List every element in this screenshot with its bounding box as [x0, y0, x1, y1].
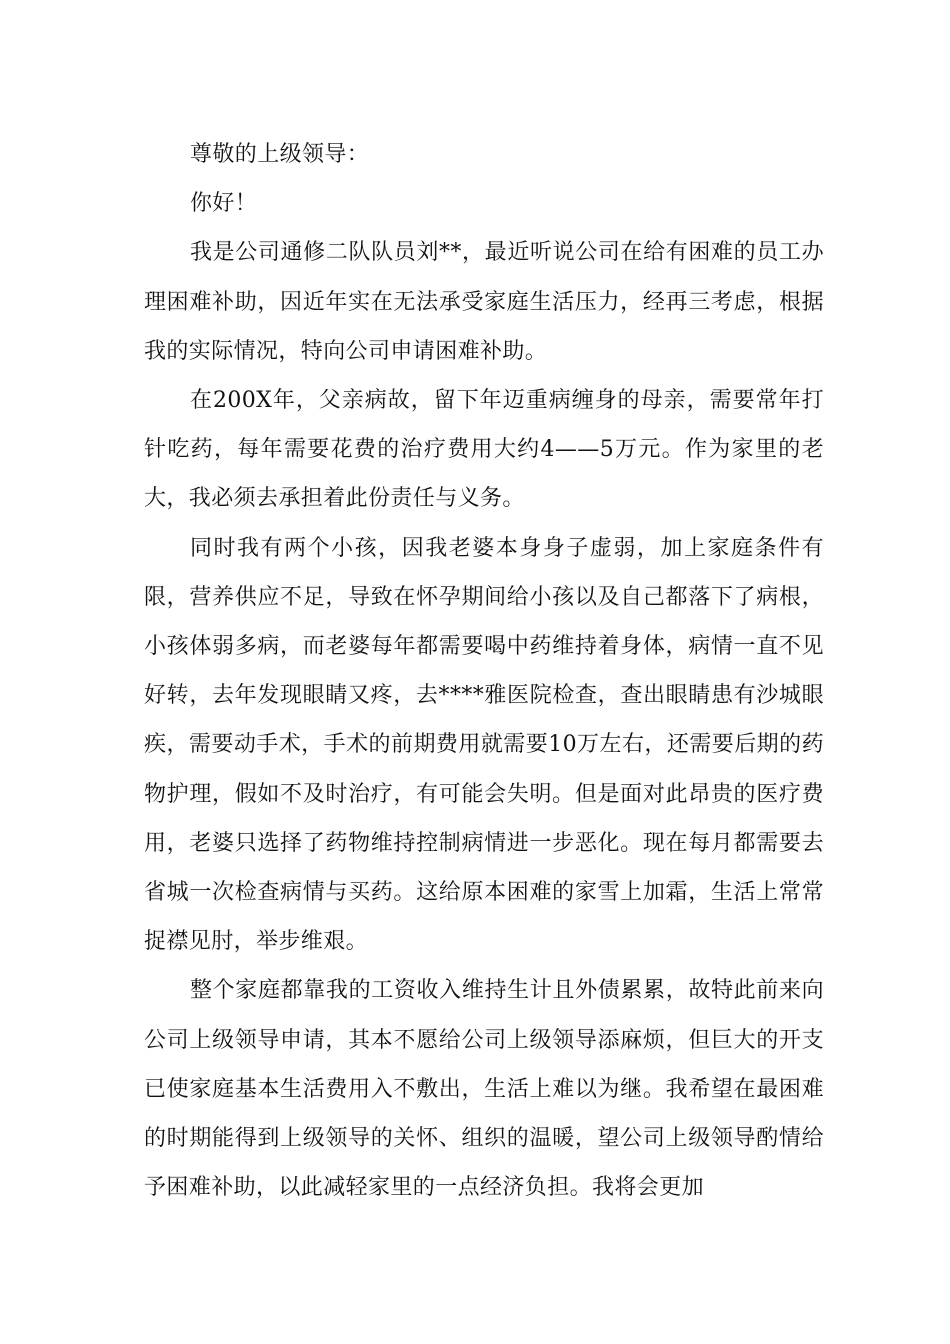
greeting: 你好！ — [190, 191, 258, 217]
paragraph-request: 整个家庭都靠我的工资收入维持生计且外债累累，故特此前来向公司上级领导申请，其本不愿给公司上级领导添麻烦，但巨大的开支已使家庭基本生活费用入不敷出，生活上难以为继。我希望在最困难的时期能得到上级领导的关怀、组织的温暖，望公司上级领导酌情给予困难补助，以此减轻家里的一点经济负担。我将会更加 — [144, 978, 824, 1201]
salutation: 尊敬的上级领导： — [190, 142, 370, 167]
paragraph-family-health: 同时我有两个小孩，因我老婆本身身子虚弱，加上家庭条件有限，营养供应不足，导致在怀孕期间给小孩以及自己都落下了病根，小孩体弱多病，而老婆每年都需要喝中药维持着身体，病情一直不见好转，去年发现眼睛又疼，去****雅医院检查，查出眼睛患有沙城眼疾，需要动手术，手术的前期费用就需要10万左右，还需要后期的药物护理，假如不及时治疗，有可能会失明。但是面对此昂贵的医疗费用，老婆只选择了药物维持控制病情进一步恶化。现在每月都需要去省城一次检查病情与买药。这给原本困难的家雪上加霜，生活上常常捉襟见肘，举步维艰。 — [144, 535, 824, 955]
paragraph-father: 在200X年，父亲病故，留下年迈重病缠身的母亲，需要常年打针吃药，每年需要花费的治疗费用大约4——5万元。作为家里的老大，我必须去承担着此份责任与义务。 — [144, 388, 824, 512]
letter-body — [144, 130, 824, 1212]
paragraph-intro: 我是公司通修二队队员刘**，最近听说公司在给有困难的员工办理困难补助，因近年实在无法承受家庭生活压力，经再三考虑，根据我的实际情况，特向公司申请困难补助。 — [144, 240, 824, 364]
